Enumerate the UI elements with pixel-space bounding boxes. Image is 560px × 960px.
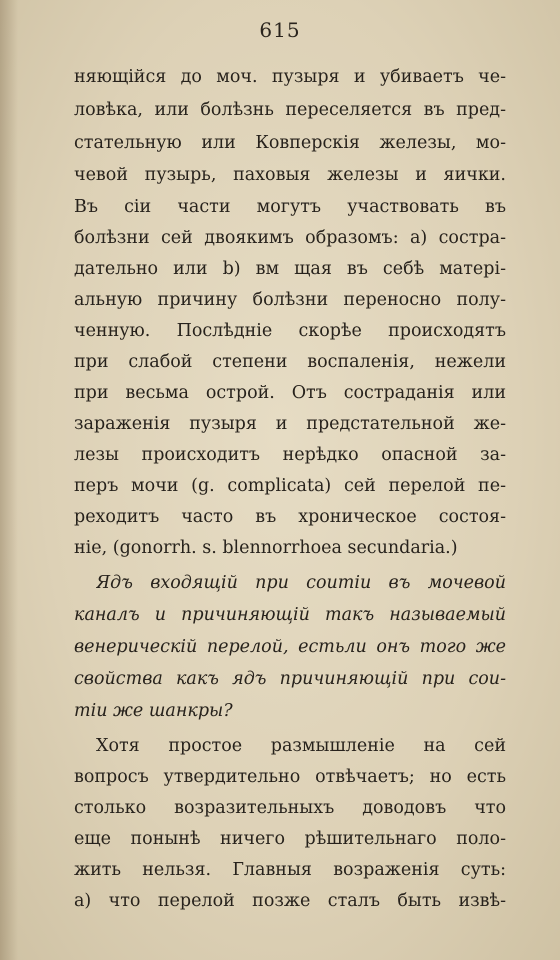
text-line: зараженія пузыря и предстательной же- xyxy=(74,414,506,434)
text-line: болѣзни сей двоякимъ образомъ: а) сострa- xyxy=(74,228,506,248)
question-line: свойства какъ ядъ причиняющій при сои- xyxy=(74,669,506,689)
text-line: лезы происходитъ нерѣдко опасной за- xyxy=(74,445,506,465)
text-line: дательно или b) вм щая въ себѣ матері- xyxy=(74,259,506,279)
text-line: стательную или Ковперскія железы, мо- xyxy=(74,133,506,153)
text-line: вопросъ утвердительно отвѣчаетъ; но есть xyxy=(74,767,506,787)
text-line: альную причину болѣзни переносно полу- xyxy=(74,290,506,310)
text-line: при весьма острой. Отъ сострaданія или xyxy=(74,383,506,403)
text-line: ловѣка, или болѣзнь переселяется въ пред- xyxy=(74,100,506,120)
text-line: чевой пузырь, паховыя железы и яички. xyxy=(74,165,506,185)
text-line: Хотя простое размышленіе на сей xyxy=(96,736,506,756)
text-line: ніе, (gonorrh. s. blennorrhoea secundaria.) xyxy=(74,538,458,558)
text-line: жить нельзя. Главныя возраженія суть: xyxy=(74,860,506,880)
question-line: каналъ и причиняющій такъ называемый xyxy=(74,605,506,625)
text-line: перъ мочи (g. complicata) сей перелой пе- xyxy=(74,476,506,496)
text-line: при слабой степени воспаленія, нежели xyxy=(74,352,506,372)
text-line: реходитъ часто въ хроническое состоя- xyxy=(74,507,506,527)
page-number: 615 xyxy=(259,18,301,42)
text-line: столько возразительныхъ доводовъ что xyxy=(74,798,506,818)
text-line: няющійся до моч. пузыря и убиваетъ че- xyxy=(74,67,506,87)
page-gutter-shadow xyxy=(0,0,18,960)
text-line: а) что перелой позже сталъ быть извѣ- xyxy=(74,891,506,911)
question-line: тіи же шанкры? xyxy=(74,701,233,721)
question-line: венерическій перелой, естьли онъ того же xyxy=(74,637,506,657)
text-line: еще понынѣ ничего рѣшительнаго поло- xyxy=(74,829,506,849)
text-line: ченную. Послѣдніе скорѣе происходятъ xyxy=(74,321,506,341)
question-line: Ядъ входящій при соитіи въ мочевой xyxy=(96,573,506,593)
text-line: Въ сіи части могутъ участвовать въ xyxy=(74,197,506,217)
